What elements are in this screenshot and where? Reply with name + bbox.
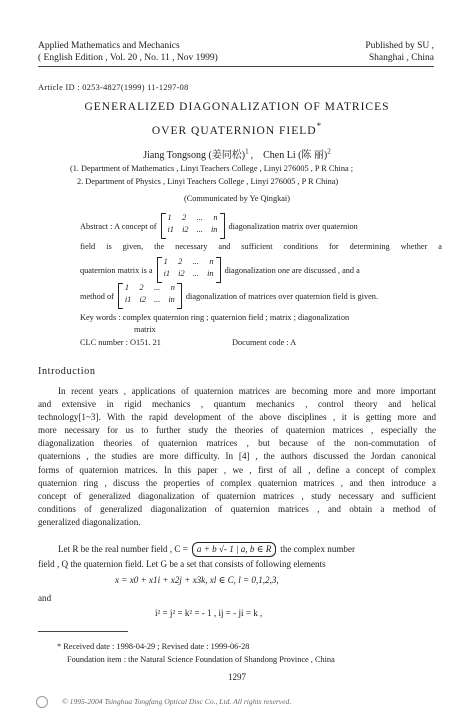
matrix-top-2: 2 <box>182 213 187 222</box>
abstract-text-4a: method of <box>80 291 114 301</box>
journal-name: Applied Mathematics and Mechanics <box>38 41 180 51</box>
matrix-bottom-n: in <box>211 225 218 234</box>
author-2-sup: 2 <box>327 147 331 156</box>
author-1: Jiang Tongsong (姜同松) <box>143 150 246 161</box>
keywords-cont: matrix <box>134 325 156 334</box>
intro-line: concept of generalized diagonalization of quaternion matrices , study necessary and sufficient <box>38 490 436 501</box>
matrix-bottom-dots: ... <box>196 225 203 234</box>
right-paren-icon <box>177 283 182 309</box>
matrix-bottom-dots: ... <box>192 269 199 278</box>
matrix-bottom-2: i2 <box>178 269 185 278</box>
matrix-top-2: 2 <box>139 283 144 292</box>
intro-line: quaternions , the studies are more difficulty. In [4] , the authors discussed the Jordan canonical <box>38 451 436 462</box>
publisher: Published by SU , <box>365 41 434 51</box>
matrix-top-n: n <box>213 213 218 222</box>
abstract-text-4b: diagonalization of matrices over quaternion field is given. <box>185 291 379 301</box>
intro-line: conditions of generalized diagonalization of quaternion matrices , and obtain a method of <box>38 503 436 514</box>
abstract-line-1 <box>80 213 358 239</box>
received-date: * Received date : 1998-04-29 ; Revised date : 1999-06-28 <box>57 642 250 651</box>
and-word: and <box>38 593 52 603</box>
abstract-label: Abstract : A concept of <box>80 221 157 231</box>
matrix-bottom-1: i1 <box>167 225 174 234</box>
matrix-top-1: 1 <box>124 283 130 292</box>
field-definition-line-1 <box>58 542 355 557</box>
quaternion-element-formula: x = x0 + x1i + x2j + x3k, xl ∈ C, l = 0,1,2,3, <box>115 575 279 585</box>
foundation-item: Foundation item : the Natural Science Foundation of Shandong Province , China <box>67 655 335 664</box>
matrix-top-dots: ... <box>154 283 161 292</box>
abstract-line-4 <box>80 283 378 309</box>
abstract-line-2 <box>80 242 442 251</box>
title-text: OVER QUATERNION FIELD <box>151 124 317 137</box>
header-rule <box>38 66 434 67</box>
communicated-by: (Communicated by Ye Qingkai) <box>183 194 290 203</box>
matrix-top-1: 1 <box>167 213 172 222</box>
keywords: Key words : complex quaternion ring ; quaternion field ; matrix ; diagonalization <box>80 313 350 322</box>
footnote-rule <box>38 631 128 632</box>
author-2: Chen Li (陈 丽) <box>263 150 328 161</box>
abstract-text-2: field is given, the necessary and sufficient conditions for determining whether a <box>80 242 442 251</box>
permutation-matrix <box>161 213 225 239</box>
intro-line: quaternion ring , discuss the properties of complex quaternion matrices , and then introduce a <box>38 477 436 488</box>
field-definition-line-2: field , Q the quaternion field. Let G be a set that consists of following elements <box>38 559 326 569</box>
matrix-bottom-n: in <box>168 295 175 304</box>
right-paren-icon <box>220 213 225 239</box>
matrix-bottom-2: i2 <box>139 295 146 304</box>
permutation-matrix-3 <box>118 283 182 309</box>
copyright: © 1995-2004 Tsinghua Tongfang Optical Disc Co., Ltd. All rights reserved. <box>62 697 292 706</box>
publisher-logo-icon <box>36 696 48 708</box>
intro-line: diagonalization theories of quaternion matrices , but because of the non-commutation of <box>38 438 436 449</box>
abstract-text-3a: quaternion matrix is a <box>80 265 153 275</box>
affiliation-1: (1. Department of Mathematics , Linyi Teachers College , Linyi 276005 , P R China ; <box>70 164 354 173</box>
authors <box>0 146 474 161</box>
quaternion-rules-formula: i² = j² = k² = - 1 , ij = - ji = k , <box>155 608 263 618</box>
field-def-pre: Let R be the real number field , C = <box>58 544 188 554</box>
title-star: * <box>316 121 323 131</box>
matrix-bottom-2: i2 <box>182 225 189 234</box>
title-line-2 <box>0 121 474 137</box>
section-heading: Introduction <box>38 366 96 377</box>
clc-number: CLC number : O151. 21 <box>80 338 161 347</box>
intro-line: generalized diagonalization. <box>38 516 141 527</box>
matrix-top-dots: ... <box>192 257 199 266</box>
author-separator: , <box>250 150 254 161</box>
intro-line: forms of quaternion matrices. In this paper , we , first of all , define a concept of complex <box>38 464 436 475</box>
left-paren-icon <box>161 213 166 239</box>
affiliation-2: 2. Department of Physics , Linyi Teachers College , Linyi 276005 , P R China) <box>77 177 339 186</box>
field-def-post: the complex number <box>280 544 356 554</box>
matrix-top-1: 1 <box>163 257 168 266</box>
matrix-bottom-n: in <box>207 269 214 278</box>
permutation-matrix-2 <box>157 257 221 283</box>
intro-line: more necessary for us to further study the theories of quaternion matrices , especially the <box>38 425 436 436</box>
matrix-bottom-1: i1 <box>163 269 171 278</box>
matrix-bottom-1: i1 <box>124 295 132 304</box>
matrix-top-2: 2 <box>178 257 183 266</box>
introduction-paragraph <box>38 385 436 529</box>
author-1-sup: 1 <box>245 147 249 156</box>
matrix-top-n: n <box>170 283 175 292</box>
left-paren-icon <box>118 283 123 309</box>
article-id: Article ID : 0253-4827(1999) 11-1297-08 <box>38 83 189 92</box>
intro-line: technology[1~3]. With the rapid development of the above disciplines , it is getting more and <box>38 412 436 423</box>
complex-set: a + b √- 1 | a, b ∈ R <box>192 542 276 557</box>
abstract-line-3 <box>80 257 360 283</box>
abstract-text-3b: diagonalization one are discussed , and a <box>224 265 360 275</box>
abstract-text-1: diagonalization matrix over quaternion <box>228 221 358 231</box>
right-paren-icon <box>216 257 221 283</box>
page-number: 1297 <box>228 672 246 682</box>
journal-issue: ( English Edition , Vol. 20 , No. 11 , Nov 1999) <box>38 53 218 63</box>
left-paren-icon <box>157 257 162 283</box>
title-line-1: GENERALIZED DIAGONALIZATION OF MATRICES <box>84 101 390 113</box>
document-code: Document code : A <box>232 338 297 347</box>
matrix-top-n: n <box>209 257 214 266</box>
matrix-top-dots: ... <box>196 213 203 222</box>
intro-line: In recent years , applications of quaternion matrices are becoming more and more important <box>58 386 436 396</box>
publisher-location: Shanghai , China <box>368 53 434 63</box>
matrix-bottom-dots: ... <box>154 295 161 304</box>
intro-line: and extensive in rigid mechanics , quantum mechanics , control theory and helical <box>38 399 436 410</box>
